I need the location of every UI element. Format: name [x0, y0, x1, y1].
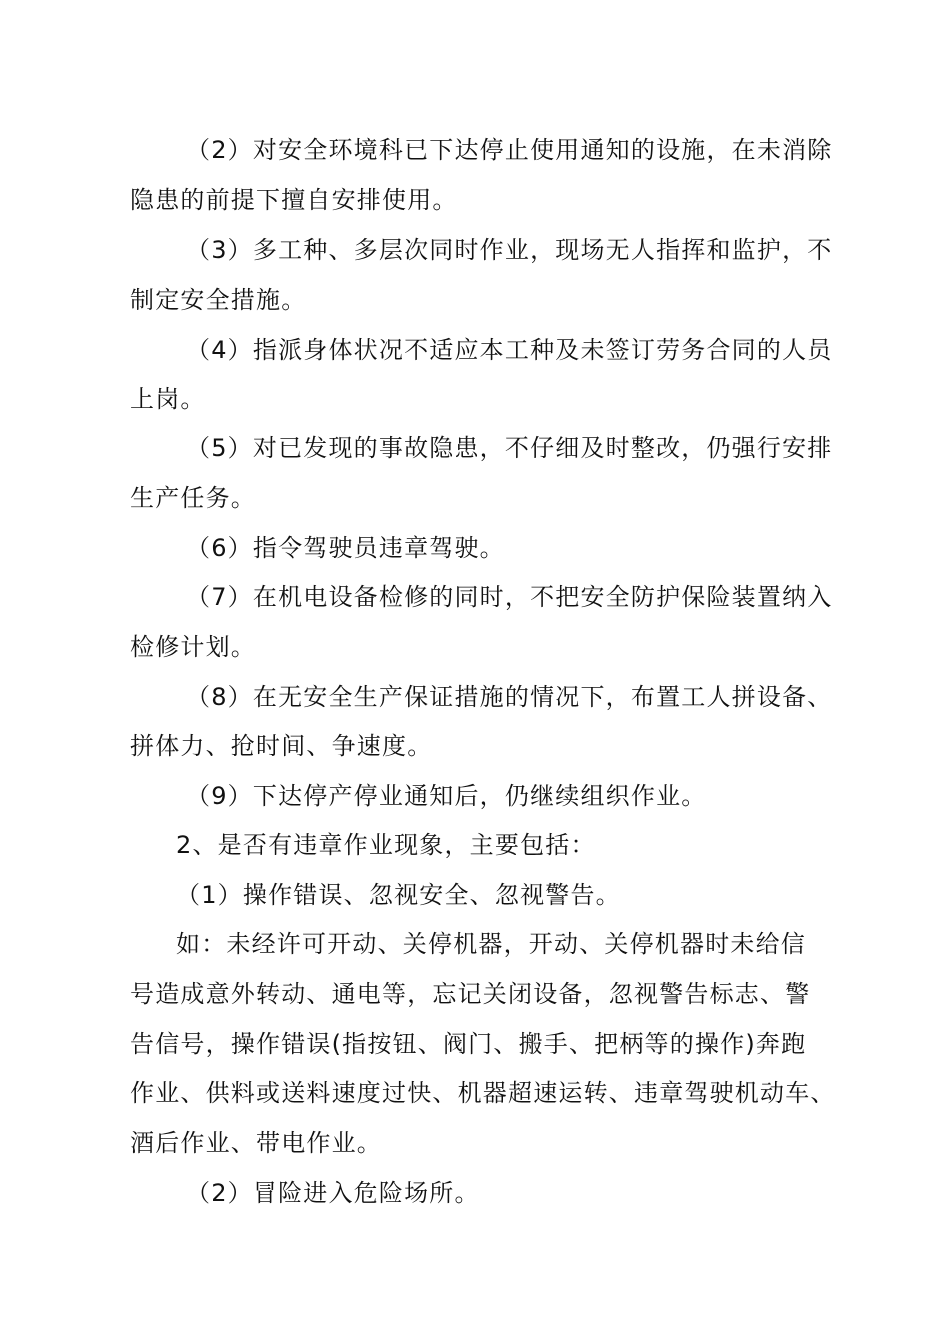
paragraph-line: 作业、供料或送料速度过快、机器超速运转、违章驾驶机动车、 — [130, 1079, 836, 1107]
paragraph-line: （3）多工种、多层次同时作业，现场无人指挥和监护，不 — [186, 236, 833, 264]
paragraph-line: 拼体力、抢时间、争速度。 — [130, 732, 433, 760]
paragraph-line: 制定安全措施。 — [130, 286, 307, 314]
paragraph-line: 上岗。 — [130, 385, 206, 413]
paragraph-line: （8）在无安全生产保证措施的情况下，布置工人拼设备、 — [186, 683, 833, 711]
paragraph-line: 如：未经许可开动、关停机器，开动、关停机器时未给信 — [176, 930, 806, 958]
paragraph-line: （4）指派身体状况不适应本工种及未签订劳务合同的人员 — [186, 336, 833, 364]
paragraph-line: （2）冒险进入危险场所。 — [186, 1179, 480, 1207]
paragraph-line: （1）操作错误、忽视安全、忽视警告。 — [176, 881, 621, 909]
paragraph-line: （6）指令驾驶员违章驾驶。 — [186, 534, 505, 562]
paragraph-line: 号造成意外转动、通电等，忘记关闭设备，忽视警告标志、警 — [130, 980, 811, 1008]
paragraph-line: （7）在机电设备检修的同时，不把安全防护保险装置纳入 — [186, 583, 833, 611]
paragraph-line: 酒后作业、带电作业。 — [130, 1129, 382, 1157]
paragraph-line: （2）对安全环境科已下达停止使用通知的设施，在未消除 — [186, 136, 833, 164]
section-heading: 2、是否有违章作业现象，主要包括： — [176, 831, 596, 859]
paragraph-line: 告信号，操作错误(指按钮、阀门、搬手、把柄等的操作)奔跑 — [130, 1030, 807, 1058]
paragraph-line: 检修计划。 — [130, 633, 256, 661]
paragraph-line: 生产任务。 — [130, 484, 256, 512]
paragraph-line: 隐患的前提下擅自安排使用。 — [130, 186, 458, 214]
paragraph-line: （9）下达停产停业通知后，仍继续组织作业。 — [186, 782, 707, 810]
paragraph-line: （5）对已发现的事故隐患，不仔细及时整改，仍强行安排 — [186, 434, 833, 462]
